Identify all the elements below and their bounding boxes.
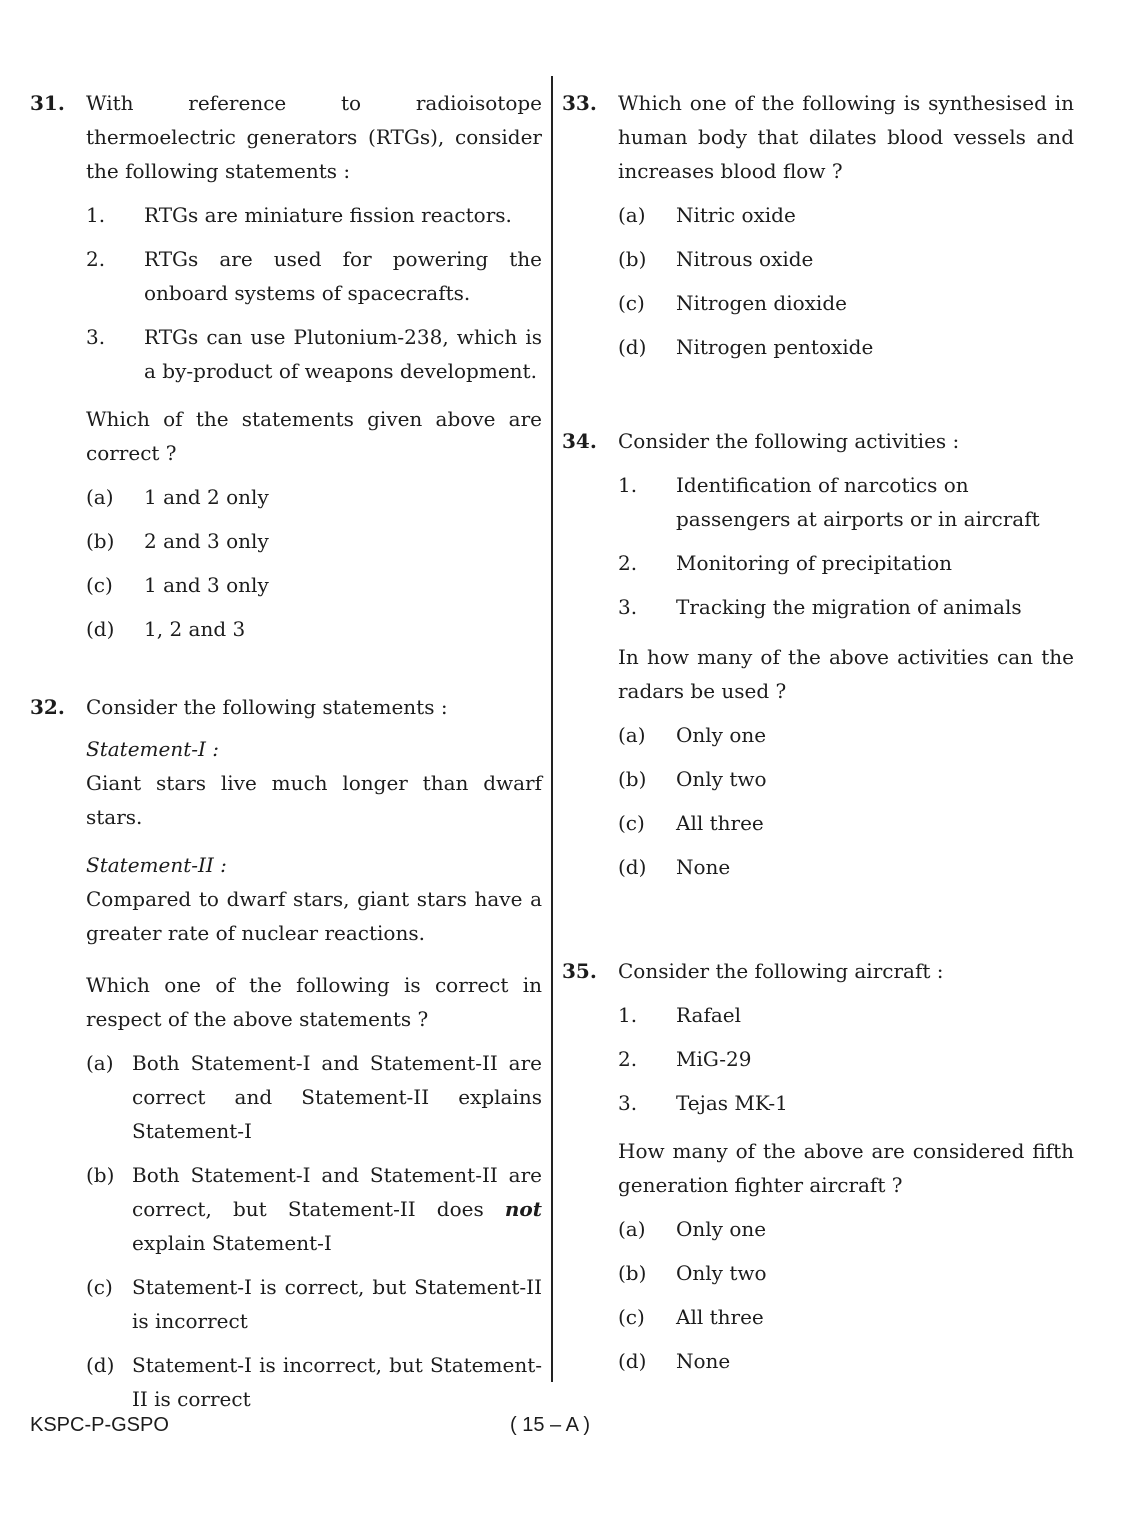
question-number: 32. — [30, 695, 65, 719]
option-text: Nitrogen pentoxide — [676, 335, 874, 359]
answer-option-a[interactable] — [618, 198, 1074, 232]
statement-number: 2. — [86, 247, 106, 271]
statement-1-body: Giant stars live much longer than dwarf stars. — [86, 771, 542, 829]
booklet-code: KSPC-P-GSPO — [30, 1414, 169, 1436]
option-label: (c) — [618, 291, 645, 315]
statement-item — [618, 590, 1074, 624]
question-text: Consider the following activities : — [618, 429, 960, 453]
statement-text: RTGs are miniature fission reactors. — [144, 203, 512, 227]
option-text: All three — [676, 811, 764, 835]
option-text: Both Statement-I and Statement-II are correct and Statement-II explains Statement-I — [132, 1051, 542, 1143]
column-divider — [551, 76, 553, 1382]
option-text: 1 and 3 only — [144, 573, 269, 597]
question-ask: How many of the above are considered fifth generation fighter aircraft ? — [618, 1139, 1074, 1197]
page-number: ( 15 – A ) — [510, 1414, 591, 1436]
option-text: 1, 2 and 3 — [144, 617, 246, 641]
answer-option-b[interactable] — [86, 524, 542, 558]
option-text: All three — [676, 1305, 764, 1329]
question-number: 34. — [562, 429, 597, 453]
question-text: Consider the following statements : — [86, 695, 448, 719]
right-column — [562, 86, 1074, 1378]
option-label: (b) — [618, 247, 647, 271]
option-text: Nitric oxide — [676, 203, 796, 227]
option-label: (a) — [86, 485, 114, 509]
statement-2-body: Compared to dwarf stars, giant stars have a greater rate of nuclear reactions. — [86, 887, 542, 945]
statement-item — [86, 242, 542, 310]
statement-text: Rafael — [676, 1003, 741, 1027]
option-text: Only two — [676, 767, 767, 791]
statement-number: 1. — [618, 1003, 638, 1027]
answer-option-d[interactable] — [618, 1344, 1074, 1378]
option-label: (d) — [618, 335, 647, 359]
answer-option-c[interactable] — [618, 1300, 1074, 1334]
statement-item — [618, 1086, 1074, 1120]
option-label: (d) — [618, 1349, 647, 1373]
statement-number: 2. — [618, 1047, 638, 1071]
answer-option-a[interactable] — [86, 1046, 542, 1148]
option-text — [132, 1158, 542, 1260]
statement-number: 3. — [618, 1091, 638, 1115]
question-32 — [30, 690, 542, 1416]
answer-option-d[interactable] — [86, 612, 542, 646]
option-text: Statement-I is incorrect, but Statement-II is correct — [132, 1353, 542, 1411]
question-text: With reference to radioisotope thermoelectric generators (RTGs), consider the following statements : — [86, 91, 542, 183]
statement-text: Tejas MK-1 — [676, 1091, 788, 1115]
statement-item — [618, 468, 1074, 536]
option-label: (b) — [618, 767, 647, 791]
option-text: 2 and 3 only — [144, 529, 269, 553]
statement-item — [618, 1042, 1074, 1076]
statement-item — [86, 320, 542, 388]
emphasis-not: not — [504, 1197, 543, 1221]
option-label: (b) — [86, 529, 115, 553]
statement-2-heading: Statement-II : — [86, 853, 227, 877]
statement-number: 2. — [618, 551, 638, 575]
answer-option-c[interactable] — [618, 806, 1074, 840]
answer-option-d[interactable] — [618, 850, 1074, 884]
option-text-after: explain Statement-I — [132, 1231, 332, 1255]
question-ask: Which one of the following is correct in respect of the above statements ? — [86, 973, 542, 1031]
statement-text: RTGs can use Plutonium-238, which is a by-product of weapons development. — [144, 325, 542, 383]
answer-option-c[interactable] — [86, 1270, 542, 1338]
statement-number: 1. — [618, 473, 638, 497]
left-column — [30, 86, 542, 1416]
answer-option-c[interactable] — [86, 568, 542, 602]
option-label: (c) — [618, 1305, 645, 1329]
option-label: (a) — [618, 203, 646, 227]
question-31 — [30, 86, 542, 646]
question-number: 33. — [562, 91, 597, 115]
answer-option-b[interactable] — [618, 1256, 1074, 1290]
statement-1-heading: Statement-I : — [86, 737, 220, 761]
answer-option-a[interactable] — [86, 480, 542, 514]
question-number: 35. — [562, 959, 597, 983]
answer-option-c[interactable] — [618, 286, 1074, 320]
option-label: (c) — [618, 811, 645, 835]
option-text: None — [676, 855, 731, 879]
question-ask: In how many of the above activities can the radars be used ? — [618, 645, 1074, 703]
option-label: (b) — [618, 1261, 647, 1285]
statement-number: 3. — [86, 325, 106, 349]
option-text: Only one — [676, 1217, 767, 1241]
statement-text: Monitoring of precipitation — [676, 551, 952, 575]
question-ask: Which of the statements given above are correct ? — [86, 407, 542, 465]
statement-text: Identification of narcotics on passengers at airports or in aircraft — [676, 473, 1040, 531]
option-text: 1 and 2 only — [144, 485, 269, 509]
question-33 — [562, 86, 1074, 364]
statement-text: RTGs are used for powering the onboard systems of spacecrafts. — [144, 247, 542, 305]
question-35 — [562, 954, 1074, 1378]
option-label: (c) — [86, 1275, 113, 1299]
answer-option-d[interactable] — [86, 1348, 542, 1416]
answer-option-d[interactable] — [618, 330, 1074, 364]
question-34 — [562, 424, 1074, 884]
option-text: Nitrogen dioxide — [676, 291, 847, 315]
statement-item — [618, 998, 1074, 1032]
answer-option-b[interactable] — [86, 1158, 542, 1260]
option-text: None — [676, 1349, 731, 1373]
statement-number: 3. — [618, 595, 638, 619]
option-text: Only two — [676, 1261, 767, 1285]
option-text: Nitrous oxide — [676, 247, 814, 271]
option-label: (d) — [86, 1353, 115, 1377]
statement-item — [86, 198, 542, 232]
statement-text: Tracking the migration of animals — [676, 595, 1022, 619]
statement-item — [618, 546, 1074, 580]
option-label: (a) — [618, 723, 646, 747]
question-text: Which one of the following is synthesised in human body that dilates blood vessels and increases blood flow ? — [618, 91, 1074, 183]
statement-number: 1. — [86, 203, 106, 227]
answer-option-b[interactable] — [618, 762, 1074, 796]
option-text-before: Both Statement-I and Statement-II are correct, but Statement-II does — [132, 1163, 542, 1221]
question-text: Consider the following aircraft : — [618, 959, 944, 983]
option-text: Statement-I is correct, but Statement-II is incorrect — [132, 1275, 542, 1333]
answer-option-b[interactable] — [618, 242, 1074, 276]
option-label: (b) — [86, 1163, 115, 1187]
option-label: (d) — [618, 855, 647, 879]
option-label: (a) — [86, 1051, 114, 1075]
statement-text: MiG-29 — [676, 1047, 752, 1071]
option-label: (a) — [618, 1217, 646, 1241]
answer-option-a[interactable] — [618, 1212, 1074, 1246]
option-label: (d) — [86, 617, 115, 641]
option-text: Only one — [676, 723, 767, 747]
option-label: (c) — [86, 573, 113, 597]
answer-option-a[interactable] — [618, 718, 1074, 752]
question-number: 31. — [30, 91, 65, 115]
